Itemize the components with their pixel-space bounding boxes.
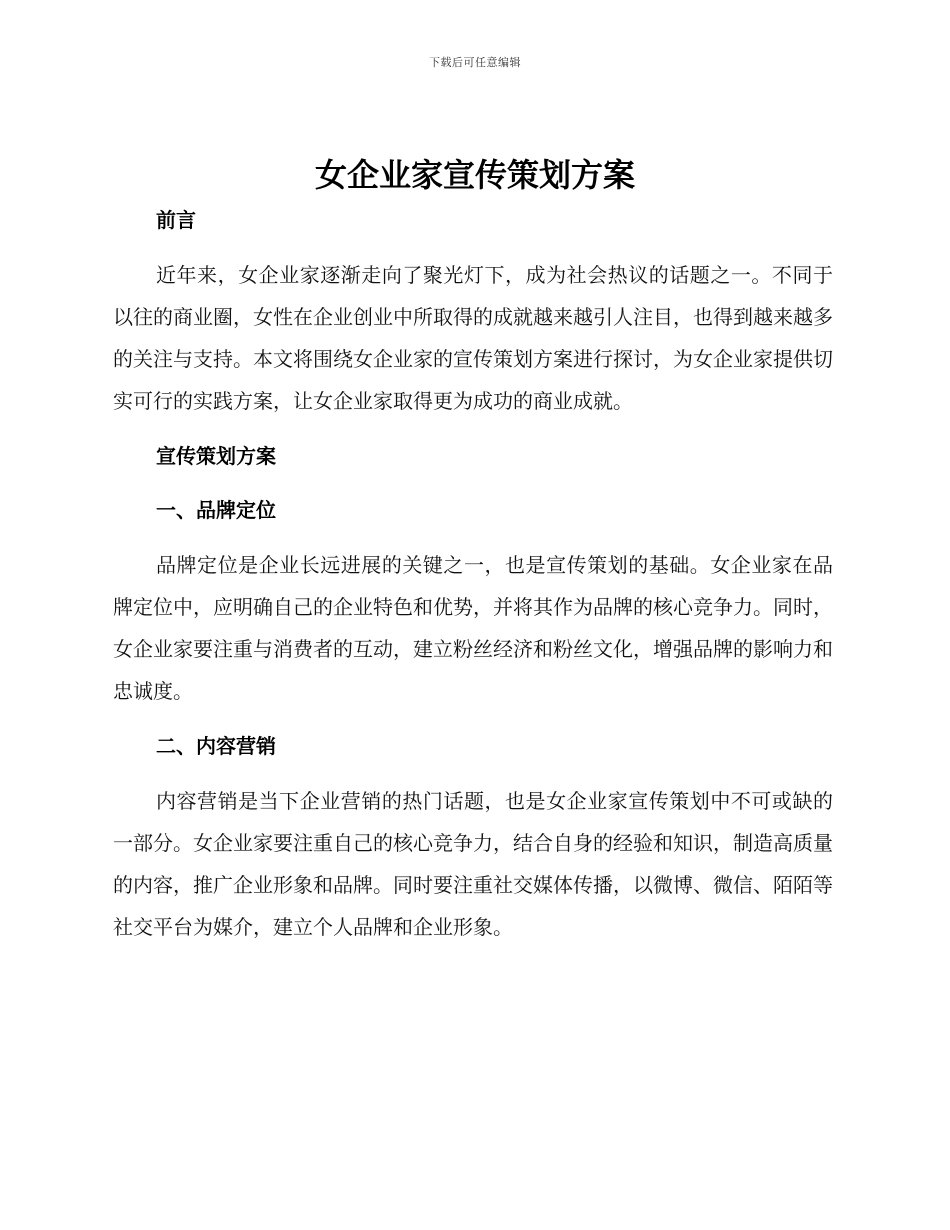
preface-heading: 前言 [156, 208, 196, 232]
section-paragraph-brand-positioning: 品牌定位是企业长远进展的关键之一，也是宣传策划的基础。女企业家在品牌定位中，应明确自己的企业特色和优势，并将其作为品牌的核心竞争力。同时，女企业家要注重与消费者的互动，建立粉丝经济和粉丝文化，增强品牌的影响力和忠诚度。 [113, 553, 833, 703]
section-heading-content-marketing: 二、内容营销 [156, 734, 276, 758]
document-title: 女企业家宣传策划方案 [314, 156, 635, 194]
section-heading-brand-positioning: 一、品牌定位 [156, 498, 276, 522]
preface-paragraph: 近年来，女企业家逐渐走向了聚光灯下，成为社会热议的话题之一。不同于以往的商业圈，女性在企业创业中所取得的成就越来越引人注目，也得到越来越多的关注与支持。本文将围绕女企业家的宣传策划方案进行探讨，为女企业家提供切实可行的实践方案，让女企业家取得更为成功的商业成就。 [113, 263, 833, 413]
plan-heading: 宣传策划方案 [156, 444, 276, 468]
document-body [113, 200, 833, 948]
section-paragraph-content-marketing: 内容营销是当下企业营销的热门话题，也是女企业家宣传策划中不可或缺的一部分。女企业家要注重自己的核心竞争力，结合自身的经验和知识，制造高质量的内容，推广企业形象和品牌。同时要注重社交媒体传播，以微博、微信、陌陌等社交平台为媒介，建立个人品牌和企业形象。 [113, 789, 833, 939]
header-note: 下载后可任意编辑 [429, 56, 521, 69]
